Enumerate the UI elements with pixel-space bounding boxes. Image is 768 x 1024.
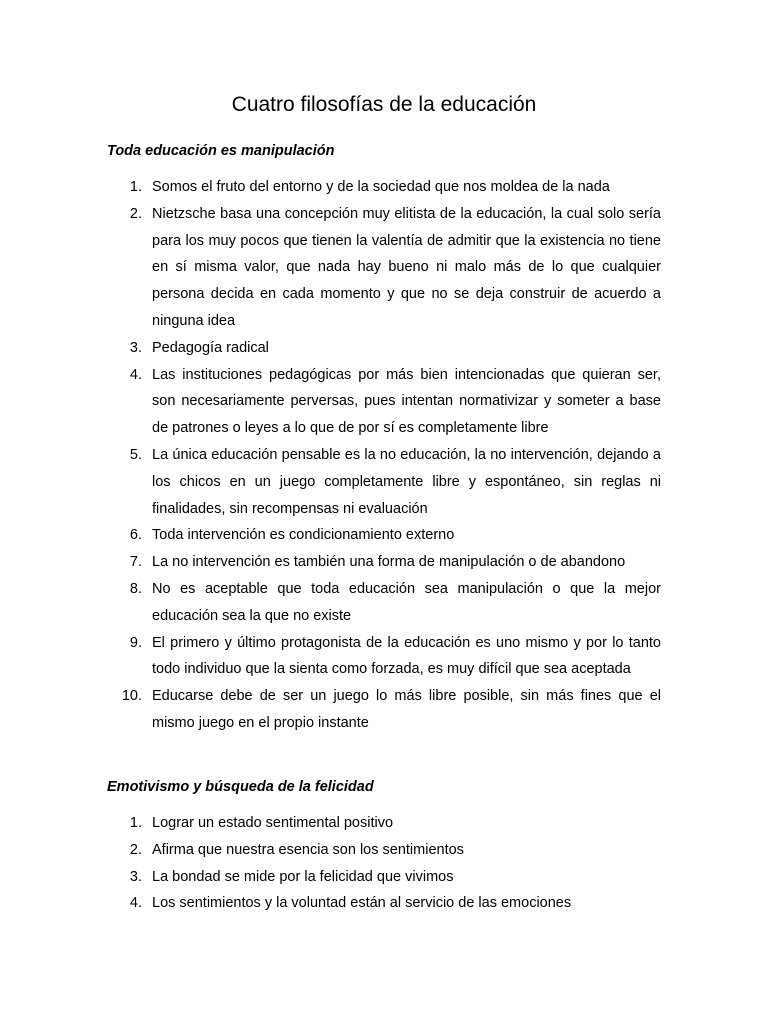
document-title: Cuatro filosofías de la educación [231, 93, 537, 116]
list-item [0, 630, 661, 684]
list-item [0, 810, 661, 837]
list-item-number: 3. [129, 868, 142, 885]
list-item-text: Toda intervención es condicionamiento externo [152, 527, 455, 544]
list-item [0, 174, 661, 201]
list-item-text: La bondad se mide por la felicidad que vivimos [152, 868, 454, 885]
list-item [0, 362, 661, 442]
list-item-number: 1. [129, 815, 142, 831]
list-item-text: Los sentimientos y la voluntad están al servicio de las emociones [152, 895, 572, 912]
list-item [0, 890, 661, 917]
list-item [0, 576, 661, 630]
list-item-number: 2. [129, 841, 142, 858]
list-item-number: 2. [129, 205, 142, 222]
list-item-number: 9. [129, 634, 142, 651]
list-item-text: Nietzsche basa una concepción muy elitista de la educación, la cual solo sería para los muy pocos que tienen la valentía de admitir que la existencia no tiene en sí misma valor, que nada hay bueno ni malo más de lo que cualquier persona decida en cada momento y que no se deja construir de acuerdo a ninguna idea [152, 205, 661, 329]
list-item [0, 522, 661, 549]
list-item-number: 3. [129, 339, 142, 356]
list-item [0, 837, 661, 864]
list-item-text: Educarse debe de ser un juego lo más libre posible, sin más fines que el mismo juego en el propio instante [152, 688, 661, 731]
list-item [0, 442, 661, 522]
list-item-text: Somos el fruto del entorno y de la sociedad que nos moldea de la nada [152, 179, 610, 195]
list-item-number: 4. [129, 895, 142, 912]
section-heading: Emotivismo y búsqueda de la felicidad [107, 779, 374, 795]
numbered-list [0, 810, 768, 917]
list-item-text: No es aceptable que toda educación sea manipulación o que la mejor educación sea la que no existe [152, 580, 661, 624]
list-item-number: 8. [129, 580, 142, 597]
list-item [0, 201, 661, 335]
list-item-number: 10. [121, 688, 142, 705]
list-item-number: 4. [129, 366, 142, 383]
section-heading: Toda educación es manipulación [107, 143, 335, 159]
numbered-list [0, 174, 768, 737]
list-item-text: Las instituciones pedagógicas por más bien intencionadas que quieran ser, son necesariamente perversas, pues intentan normativizar y someter a base de patrones o leyes a lo que de por sí es completamente libre [152, 366, 661, 437]
list-item [0, 864, 661, 891]
list-item-text: Pedagogía radical [152, 339, 269, 356]
list-item-number: 6. [129, 527, 142, 544]
list-item-text: Lograr un estado sentimental positivo [152, 815, 394, 831]
list-item [0, 549, 661, 576]
list-item-number: 1. [129, 179, 142, 195]
list-item-number: 7. [129, 554, 142, 571]
list-item-text: La única educación pensable es la no educación, la no intervención, dejando a los chicos en un juego completamente libre y espontáneo, sin reglas ni finalidades, sin recompensas ni evaluación [152, 446, 661, 517]
list-item [0, 683, 661, 737]
list-item-text: Afirma que nuestra esencia son los sentimientos [152, 841, 464, 858]
list-item-text: La no intervención es también una forma de manipulación o de abandono [152, 554, 626, 571]
list-item-text: El primero y último protagonista de la educación es uno mismo y por lo tanto todo individuo que la sienta como forzada, es muy difícil que sea aceptada [152, 634, 661, 678]
list-item [0, 335, 661, 362]
list-item-number: 5. [129, 446, 142, 463]
